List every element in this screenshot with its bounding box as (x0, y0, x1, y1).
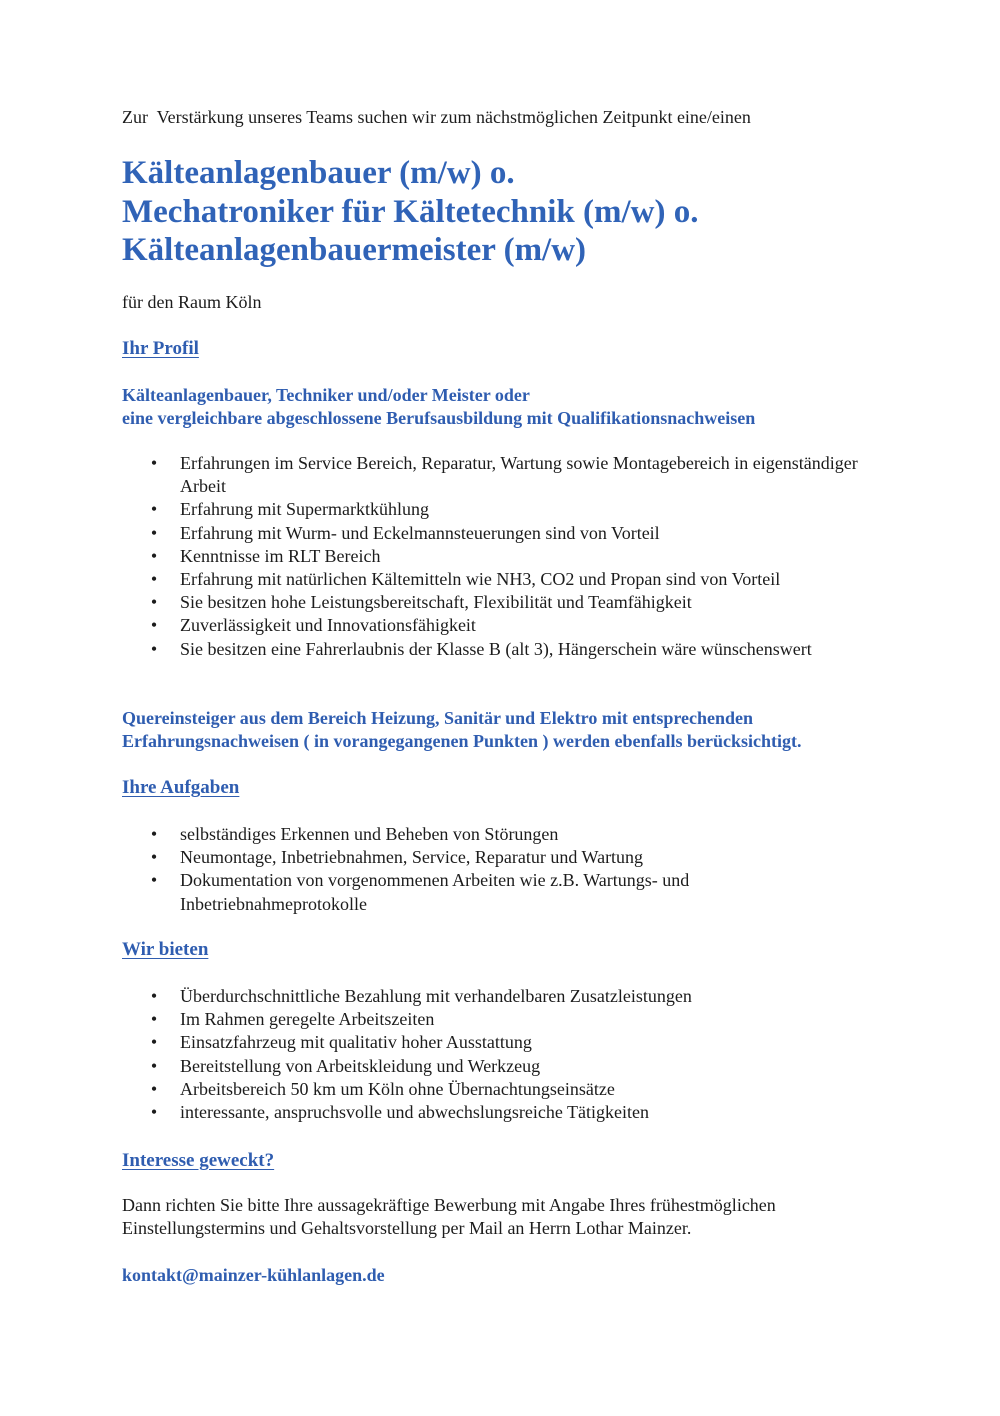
bullet-icon: • (150, 453, 158, 473)
bullet-icon: • (150, 592, 158, 613)
qualification-line: Kälteanlagenbauer, Techniker und/oder Meister oder (122, 385, 530, 405)
tasks-list (148, 823, 868, 916)
job-title-line: Kälteanlagenbauermeister (m/w) (122, 232, 587, 268)
list-item-text: Erfahrungen im Service Bereich, Reparatur, Wartung sowie Montagebereich in eigenständiger Arbeit (180, 453, 858, 497)
bullet-icon: • (150, 1055, 158, 1076)
qualification-text (122, 384, 755, 430)
list-item-text: Arbeitsbereich 50 km um Köln ohne Übernachtungseinsätze (180, 1078, 615, 1099)
list-item-text: Sie besitzen eine Fahrerlaubnis der Klasse B (alt 3), Hängerschein wäre wünschenswert (180, 638, 812, 659)
list-item-text: Erfahrung mit Supermarktkühlung (180, 499, 429, 520)
list-item (148, 614, 868, 637)
list-item-text: Überdurchschnittliche Bezahlung mit verhandelbaren Zusatzleistungen (180, 986, 692, 1006)
interest-heading: Interesse geweckt? (122, 1150, 275, 1171)
list-item-text: selbständiges Erkennen und Beheben von Störungen (180, 824, 559, 844)
list-item (148, 1101, 868, 1124)
list-item (148, 1055, 868, 1078)
list-item-text: Erfahrung mit Wurm- und Eckelmannsteuerungen sind von Vorteil (180, 522, 660, 543)
application-text (122, 1194, 776, 1240)
tasks-heading: Ihre Aufgaben (122, 777, 240, 798)
career-changer-line: Erfahrungsnachweisen ( in vorangegangenen Punkten ) werden ebenfalls berücksichtigt. (122, 731, 802, 751)
bullet-icon: • (150, 499, 158, 520)
career-changer-line: Quereinsteiger aus dem Bereich Heizung, Sanitär und Elektro mit entsprechenden (122, 708, 754, 728)
list-item-text: Sie besitzen hohe Leistungsbereitschaft, Flexibilität und Teamfähigkeit (180, 592, 692, 613)
application-line: Dann richten Sie bitte Ihre aussagekräftige Bewerbung mit Angabe Ihres frühestmöglichen (122, 1195, 776, 1215)
bullet-icon: • (150, 1102, 158, 1123)
bullet-icon: • (150, 569, 158, 590)
list-item (148, 498, 868, 521)
list-item-text: interessante, anspruchsvolle und abwechslungsreiche Tätigkeiten (180, 1102, 650, 1123)
career-changer-note (122, 707, 802, 753)
bullet-icon: • (150, 522, 158, 543)
offer-heading: Wir bieten (122, 939, 209, 960)
application-line: Einstellungstermins und Gehaltsvorstellung per Mail an Herrn Lothar Mainzer. (122, 1218, 692, 1238)
list-item (148, 1078, 868, 1101)
bullet-icon: • (150, 870, 158, 891)
list-item-text: Kenntnisse im RLT Bereich (180, 545, 381, 566)
qualification-line: eine vergleichbare abgeschlossene Berufsausbildung mit Qualifikationsnachweisen (122, 408, 756, 428)
job-title (122, 154, 699, 270)
list-item (148, 591, 868, 614)
list-item (148, 846, 868, 869)
list-item (148, 638, 868, 661)
list-item (148, 823, 868, 846)
list-item-text: Einsatzfahrzeug mit qualitativ hoher Ausstattung (180, 1032, 532, 1053)
bullet-icon: • (150, 847, 158, 868)
list-item-text: Erfahrung mit natürlichen Kältemitteln wie NH3, CO2 und Propan sind von Vorteil (180, 569, 781, 590)
list-item (148, 545, 868, 568)
bullet-icon: • (150, 824, 158, 844)
bullet-icon: • (150, 1009, 158, 1030)
offer-list (148, 985, 868, 1124)
region-text: für den Raum Köln (122, 292, 262, 312)
bullet-icon: • (150, 638, 158, 659)
list-item-text: Zuverlässigkeit und Innovationsfähigkeit (180, 615, 476, 636)
list-item-text: Dokumentation von vorgenommenen Arbeiten wie z.B. Wartungs- und Inbetriebnahmeprotokolle (180, 870, 690, 914)
list-item (148, 568, 868, 591)
contact-email[interactable]: kontakt@mainzer-kühlanlagen.de (122, 1265, 385, 1285)
intro-text: Zur Verstärkung unseres Teams suchen wir zum nächstmöglichen Zeitpunkt eine/einen (122, 107, 751, 127)
job-title-line: Mechatroniker für Kältetechnik (m/w) o. (122, 193, 699, 230)
list-item (148, 1008, 868, 1031)
job-title-line: Kälteanlagenbauer (m/w) o. (122, 155, 515, 191)
list-item-text: Bereitstellung von Arbeitskleidung und Werkzeug (180, 1055, 541, 1076)
profile-list (148, 452, 868, 661)
list-item-text: Neumontage, Inbetriebnahmen, Service, Reparatur und Wartung (180, 847, 644, 868)
list-item (148, 869, 868, 915)
bullet-icon: • (150, 1032, 158, 1053)
list-item-text: Im Rahmen geregelte Arbeitszeiten (180, 1009, 435, 1030)
list-item (148, 452, 868, 498)
list-item (148, 985, 868, 1008)
bullet-icon: • (150, 1078, 158, 1099)
list-item (148, 522, 868, 545)
bullet-icon: • (150, 545, 158, 566)
list-item (148, 1031, 868, 1054)
bullet-icon: • (150, 986, 158, 1006)
profile-heading: Ihr Profil (122, 338, 199, 359)
bullet-icon: • (150, 615, 158, 636)
